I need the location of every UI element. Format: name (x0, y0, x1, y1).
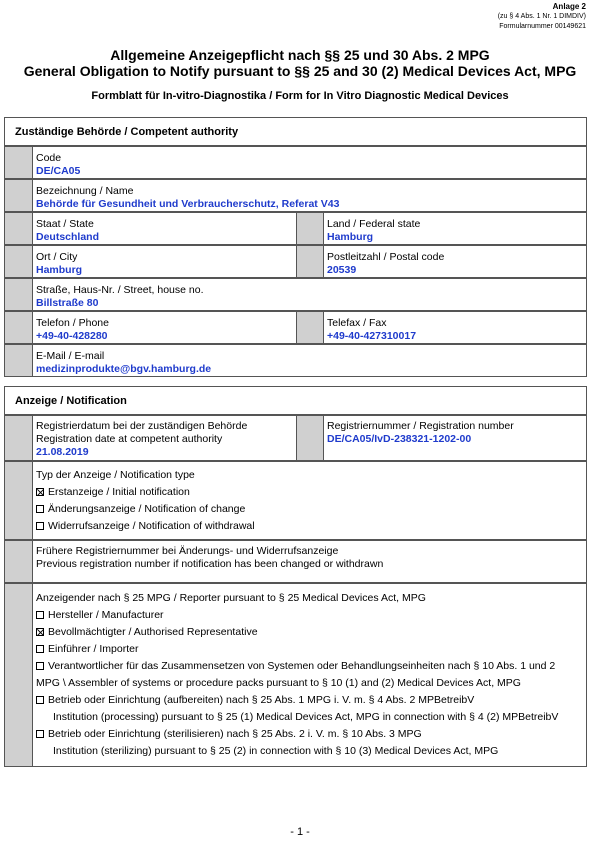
option-initial[interactable] (36, 484, 583, 501)
row-marker (4, 146, 33, 179)
row-marker (4, 540, 33, 583)
row-marker (4, 344, 33, 377)
reporter-manufacturer[interactable] (36, 607, 583, 624)
previous-registration-label-de: Frühere Registriernummer bei Änderungs- und Widerrufsanzeige (36, 545, 339, 557)
previous-registration-field (32, 540, 587, 583)
email-field (32, 344, 587, 377)
form-subtitle: Formblatt für In-vitro-Diagnostika / Form for In Vitro Diagnostic Medical Devices (91, 90, 509, 102)
fax-value: +49-40-427310017 (327, 330, 417, 342)
city-value: Hamburg (36, 264, 83, 276)
reporter-importer-label: Einführer / Importer (48, 643, 139, 655)
code-label: Code (36, 152, 62, 164)
email-label: E-Mail / E-mail (36, 350, 105, 362)
federal-state-value: Hamburg (327, 231, 374, 243)
notification-type-label: Typ der Anzeige / Notification type (36, 469, 195, 481)
notification-heading-text: Anzeige / Notification (15, 395, 127, 407)
state-field (32, 212, 297, 245)
form-header-info (498, 2, 586, 32)
reporter-processing[interactable] (36, 692, 583, 709)
option-change-label: Änderungsanzeige / Notification of change (48, 503, 246, 515)
code-value: DE/CA05 (36, 165, 81, 177)
registration-number-value: DE/CA05/IvD-238321-1202-00 (327, 433, 472, 445)
reporter-label: Anzeigender nach § 25 MPG / Reporter pursuant to § 25 Medical Devices Act, MPG (36, 592, 426, 604)
checkbox-icon[interactable] (36, 645, 44, 653)
federal-state-field (323, 212, 587, 245)
registration-date-value: 21.08.2019 (36, 446, 89, 458)
row-marker (296, 311, 324, 344)
city-label: Ort / City (36, 251, 78, 263)
registration-number-label: Registriernummer / Registration number (327, 420, 514, 432)
reporter-processing-cont: Institution (processing) pursuant to § 25 (1) Medical Devices Act, MPG in connection with § 4 (2) MPBetreibV (53, 711, 559, 723)
street-field (32, 278, 587, 311)
checkbox-icon[interactable] (36, 662, 44, 670)
reference-label: (zu § 4 Abs. 1 Nr. 1 DIMDIV) (497, 13, 586, 20)
form-number: Formularnummer 00149621 (499, 23, 586, 30)
reporter-assembler-label: Verantwortlicher für das Zusammensetzen von Systemen oder Behandlungseinheiten nach § 10 Abs. 1 und 2 (48, 660, 556, 672)
reporter-assembler-cont: MPG \ Assembler of systems or procedure packs pursuant to § 10 (1) and (2) Medical Devices Act, MPG (36, 677, 521, 689)
name-label: Bezeichnung / Name (36, 185, 134, 197)
reporter-assembler[interactable] (36, 658, 583, 675)
postal-code-field (323, 245, 587, 278)
fax-label: Telefax / Fax (327, 317, 387, 329)
checkbox-icon[interactable] (36, 522, 44, 530)
option-initial-label: Erstanzeige / Initial notification (48, 486, 190, 498)
phone-field (32, 311, 297, 344)
reporter-authorised[interactable] (36, 624, 583, 641)
federal-state-label: Land / Federal state (327, 218, 421, 230)
postal-code-label: Postleitzahl / Postal code (327, 251, 445, 263)
row-marker (4, 583, 33, 767)
notification-section-heading (4, 386, 587, 415)
street-value: Billstraße 80 (36, 297, 99, 309)
annex-label: Anlage 2 (552, 2, 586, 11)
page-number: - 1 - (290, 826, 310, 838)
reporter-sterilizing-label: Betrieb oder Einrichtung (sterilisieren) nach § 25 Abs. 2 i. V. m. § 10 Abs. 3 MPG (48, 728, 422, 740)
authority-section-heading (4, 117, 587, 146)
checkbox-icon[interactable] (36, 505, 44, 513)
street-label: Straße, Haus-Nr. / Street, house no. (36, 284, 204, 296)
checkbox-icon[interactable] (36, 730, 44, 738)
state-label: Staat / State (36, 218, 94, 230)
city-field (32, 245, 297, 278)
reporter-manufacturer-label: Hersteller / Manufacturer (48, 609, 164, 621)
row-marker (4, 461, 33, 540)
title-german: Allgemeine Anzeigepflicht nach §§ 25 und 30 Abs. 2 MPG (110, 47, 490, 63)
code-field (32, 146, 587, 179)
row-marker (4, 179, 33, 212)
reporter-field (32, 583, 587, 767)
previous-registration-label-en: Previous registration number if notification has been changed or withdrawn (36, 558, 384, 570)
row-marker (4, 311, 33, 344)
registration-date-field (32, 415, 297, 461)
checkbox-icon[interactable] (36, 696, 44, 704)
reporter-authorised-label: Bevollmächtigter / Authorised Representative (48, 626, 258, 638)
postal-code-value: 20539 (327, 264, 357, 276)
option-withdrawal-label: Widerrufsanzeige / Notification of withdrawal (48, 520, 255, 532)
name-field (32, 179, 587, 212)
phone-label: Telefon / Phone (36, 317, 109, 329)
reporter-importer[interactable] (36, 641, 583, 658)
notification-type-field (32, 461, 587, 540)
row-marker (296, 245, 324, 278)
row-marker (4, 278, 33, 311)
reporter-sterilizing[interactable] (36, 726, 583, 743)
state-value: Deutschland (36, 231, 100, 243)
row-marker (296, 415, 324, 461)
registration-date-label-en: Registration date at competent authority (36, 433, 223, 445)
title-english: General Obligation to Notify pursuant to §§ 25 and 30 (2) Medical Devices Act, MPG (23, 63, 577, 79)
option-withdrawal[interactable] (36, 518, 583, 535)
fax-field (323, 311, 587, 344)
row-marker (4, 212, 33, 245)
checkbox-icon[interactable] (36, 611, 44, 619)
checked-checkbox-icon[interactable] (36, 488, 44, 496)
name-value: Behörde für Gesundheit und Verbraucherschutz, Referat V43 (36, 198, 340, 210)
email-value: medizinprodukte@bgv.hamburg.de (36, 363, 212, 375)
checked-checkbox-icon[interactable] (36, 628, 44, 636)
reporter-processing-label: Betrieb oder Einrichtung (aufbereiten) nach § 25 Abs. 1 MPG i. V. m. § 4 Abs. 2 MPBetreibV (48, 694, 475, 706)
option-change[interactable] (36, 501, 583, 518)
phone-value: +49-40-428280 (36, 330, 108, 342)
registration-number-field (323, 415, 587, 461)
row-marker (4, 245, 33, 278)
reporter-sterilizing-cont: Institution (sterilizing) pursuant to § 25 (2) in connection with § 10 (3) Medical Devices Act, MPG (53, 745, 499, 757)
row-marker (4, 415, 33, 461)
row-marker (296, 212, 324, 245)
authority-heading-text: Zuständige Behörde / Competent authority (15, 126, 239, 138)
registration-date-label-de: Registrierdatum bei der zuständigen Behörde (36, 420, 248, 432)
